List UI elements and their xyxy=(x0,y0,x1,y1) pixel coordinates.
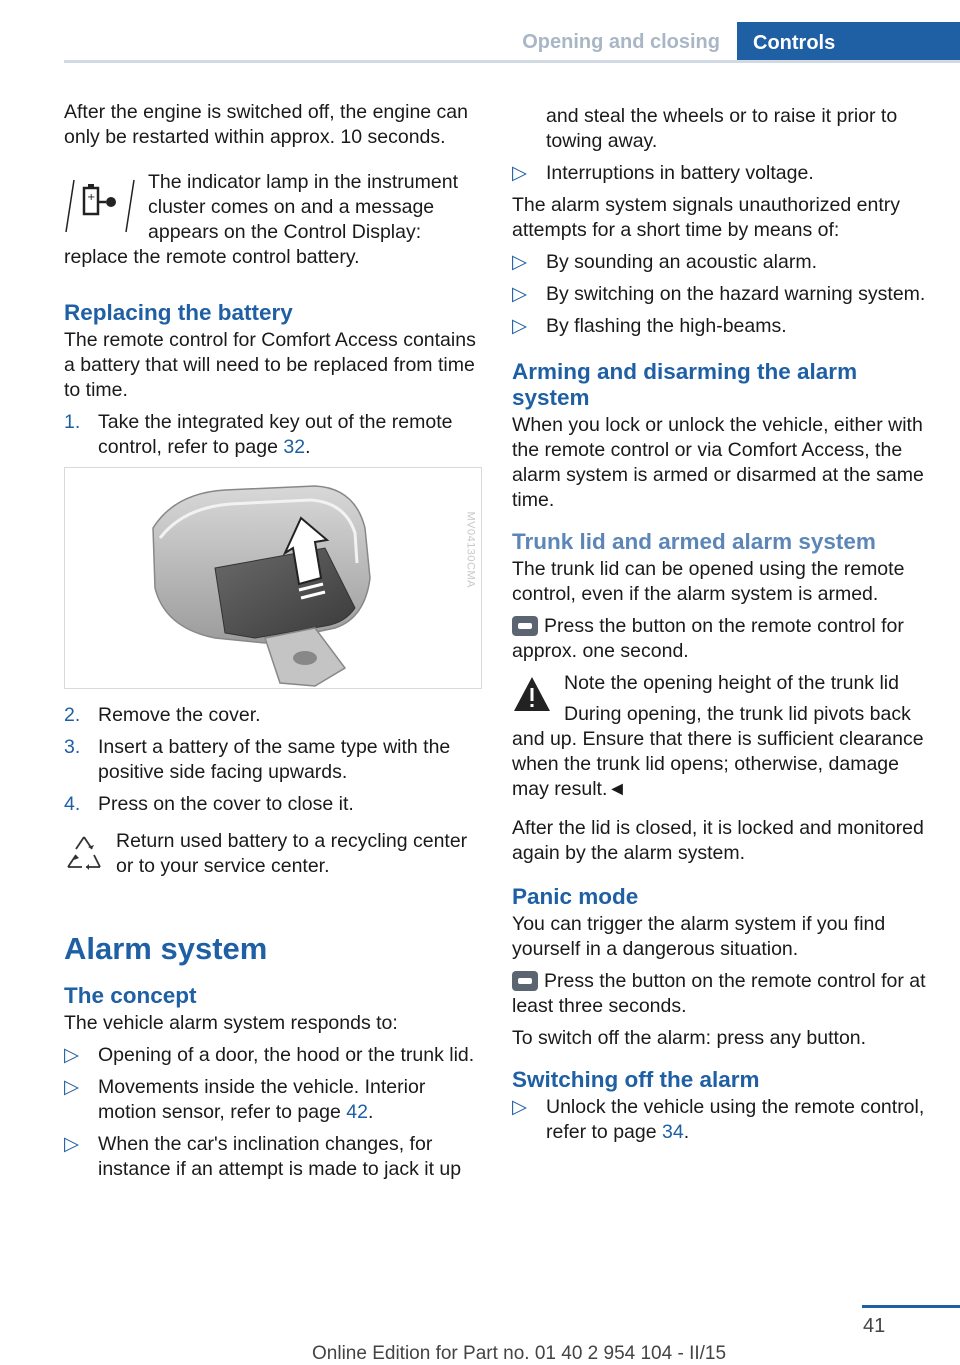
page-header xyxy=(0,0,960,64)
bullet-icon: ▷ xyxy=(64,1133,79,1155)
bullet-icon: ▷ xyxy=(512,162,527,184)
step-number: 4. xyxy=(64,793,81,815)
page-link-42[interactable]: 42 xyxy=(346,1101,368,1123)
step-number: 2. xyxy=(64,704,81,726)
list-item: ▷ Opening of a door, the hood or the trunk lid. xyxy=(64,1044,475,1066)
recycle-icon xyxy=(64,833,104,877)
remote-control-illustration xyxy=(64,467,482,689)
paragraph-press-three-seconds: Press the button on the remote control for at least three seconds. xyxy=(512,970,926,1017)
warning-triangle-icon xyxy=(512,675,552,713)
paragraph-after-lid: After the lid is closed, it is locked and monitored again by the alarm system. xyxy=(512,817,924,864)
bullet-icon: ▷ xyxy=(512,1096,527,1118)
paragraph-concept: The vehicle alarm system responds to: xyxy=(64,1012,398,1034)
remote-panic-button-icon xyxy=(512,971,538,991)
list-item: ▷ By flashing the high-beams. xyxy=(512,315,787,337)
page-link-32[interactable]: 32 xyxy=(283,436,306,458)
warning-text: During opening, the trunk lid pivots back and up. Ensure that there is sufficient clearance when the trunk lid opens; otherwise, damage may result.◄ xyxy=(512,703,924,800)
bullet-icon: ▷ xyxy=(64,1044,79,1066)
paragraph-engine: After the engine is switched off, the engine can only be restarted within approx. 10 seconds. xyxy=(64,101,468,148)
list-item: ▷ By sounding an acoustic alarm. xyxy=(512,251,817,273)
step-1: 1. Take the integrated key out of the remote control, refer to page 32. xyxy=(64,411,453,458)
paragraph-replacing: The remote control for Comfort Access contains a battery that will need to be replaced from time to time. xyxy=(64,329,476,401)
bullet-icon: ▷ xyxy=(512,283,527,305)
edition-text: Online Edition for Part no. 01 40 2 954 104 - II/15 xyxy=(312,1343,727,1364)
page-link-34[interactable]: 34 xyxy=(662,1121,684,1143)
step-3: 3. Insert a battery of the same type with the positive side facing upwards. xyxy=(64,736,451,783)
heading-switching-off: Switching off the alarm xyxy=(512,1067,760,1092)
figure-code: MV04130CMA xyxy=(465,511,477,588)
paragraph-arming: When you lock or unlock the vehicle, either with the remote control or via Comfort Access, the alarm system is armed or disarmed at the same time. xyxy=(512,414,924,511)
warning-title: Note the opening height of the trunk lid xyxy=(564,672,899,694)
step-4: 4. Press on the cover to close it. xyxy=(64,793,354,815)
battery-note xyxy=(64,170,482,270)
list-item: ▷ Unlock the vehicle using the remote control, refer to page 34. xyxy=(512,1096,925,1143)
heading-arming: Arming and disarming the alarm system xyxy=(512,359,858,410)
heading-replacing-battery: Replacing the battery xyxy=(64,300,293,325)
svg-text:+: + xyxy=(87,192,96,203)
warning-note xyxy=(512,671,926,802)
footer-rule xyxy=(862,1305,960,1308)
step-number: 3. xyxy=(64,736,81,758)
heading-trunk-lid: Trunk lid and armed alarm system xyxy=(512,529,876,554)
remote-trunk-button-icon xyxy=(512,616,538,636)
battery-note-text: The indicator lamp in the instrument cluster comes on and a message appears on the Control Display: replace the remote control battery. xyxy=(64,171,458,268)
heading-concept: The concept xyxy=(64,983,197,1008)
list-item: ▷ Movements inside the vehicle. Interior motion sensor, refer to page 42. xyxy=(64,1076,426,1123)
list-item: ▷ By switching on the hazard warning system. xyxy=(512,283,926,305)
paragraph-press-one-second: Press the button on the remote control for approx. one second. xyxy=(512,615,904,662)
page-number: 41 xyxy=(863,1315,886,1337)
step-number: 1. xyxy=(64,411,81,433)
bullet-icon: ▷ xyxy=(512,315,527,337)
right-column xyxy=(512,104,926,1152)
remote-key-image xyxy=(65,468,481,688)
battery-key-icon xyxy=(64,176,136,234)
heading-panic-mode: Panic mode xyxy=(512,884,639,909)
heading-alarm-system: Alarm system xyxy=(64,931,268,966)
paragraph-signals: The alarm system signals unauthorized entry attempts for a short time by means of: xyxy=(512,194,901,241)
recycle-note xyxy=(64,829,482,879)
recycle-note-text: Return used battery to a recycling center or to your service center. xyxy=(116,830,468,877)
list-item: ▷ Interruptions in battery voltage. xyxy=(512,162,814,184)
paragraph-switch-off: To switch off the alarm: press any button. xyxy=(512,1027,867,1049)
bullet-icon: ▷ xyxy=(64,1076,79,1098)
left-column xyxy=(64,100,482,1189)
paragraph-panic: You can trigger the alarm system if you find yourself in a dangerous situation. xyxy=(512,913,886,960)
header-section: Opening and closing xyxy=(522,31,720,53)
header-rule xyxy=(64,60,960,63)
list-item: ▷ When the car's inclination changes, for instance if an attempt is made to jack it up xyxy=(64,1133,462,1180)
step-2: 2. Remove the cover. xyxy=(64,704,261,726)
header-tab-controls[interactable]: Controls xyxy=(737,22,960,63)
paragraph-trunk: The trunk lid can be opened using the remote control, even if the alarm system is armed. xyxy=(512,558,905,605)
paragraph-continued: and steal the wheels or to raise it prior to towing away. xyxy=(546,105,898,152)
bullet-icon: ▷ xyxy=(512,251,527,273)
